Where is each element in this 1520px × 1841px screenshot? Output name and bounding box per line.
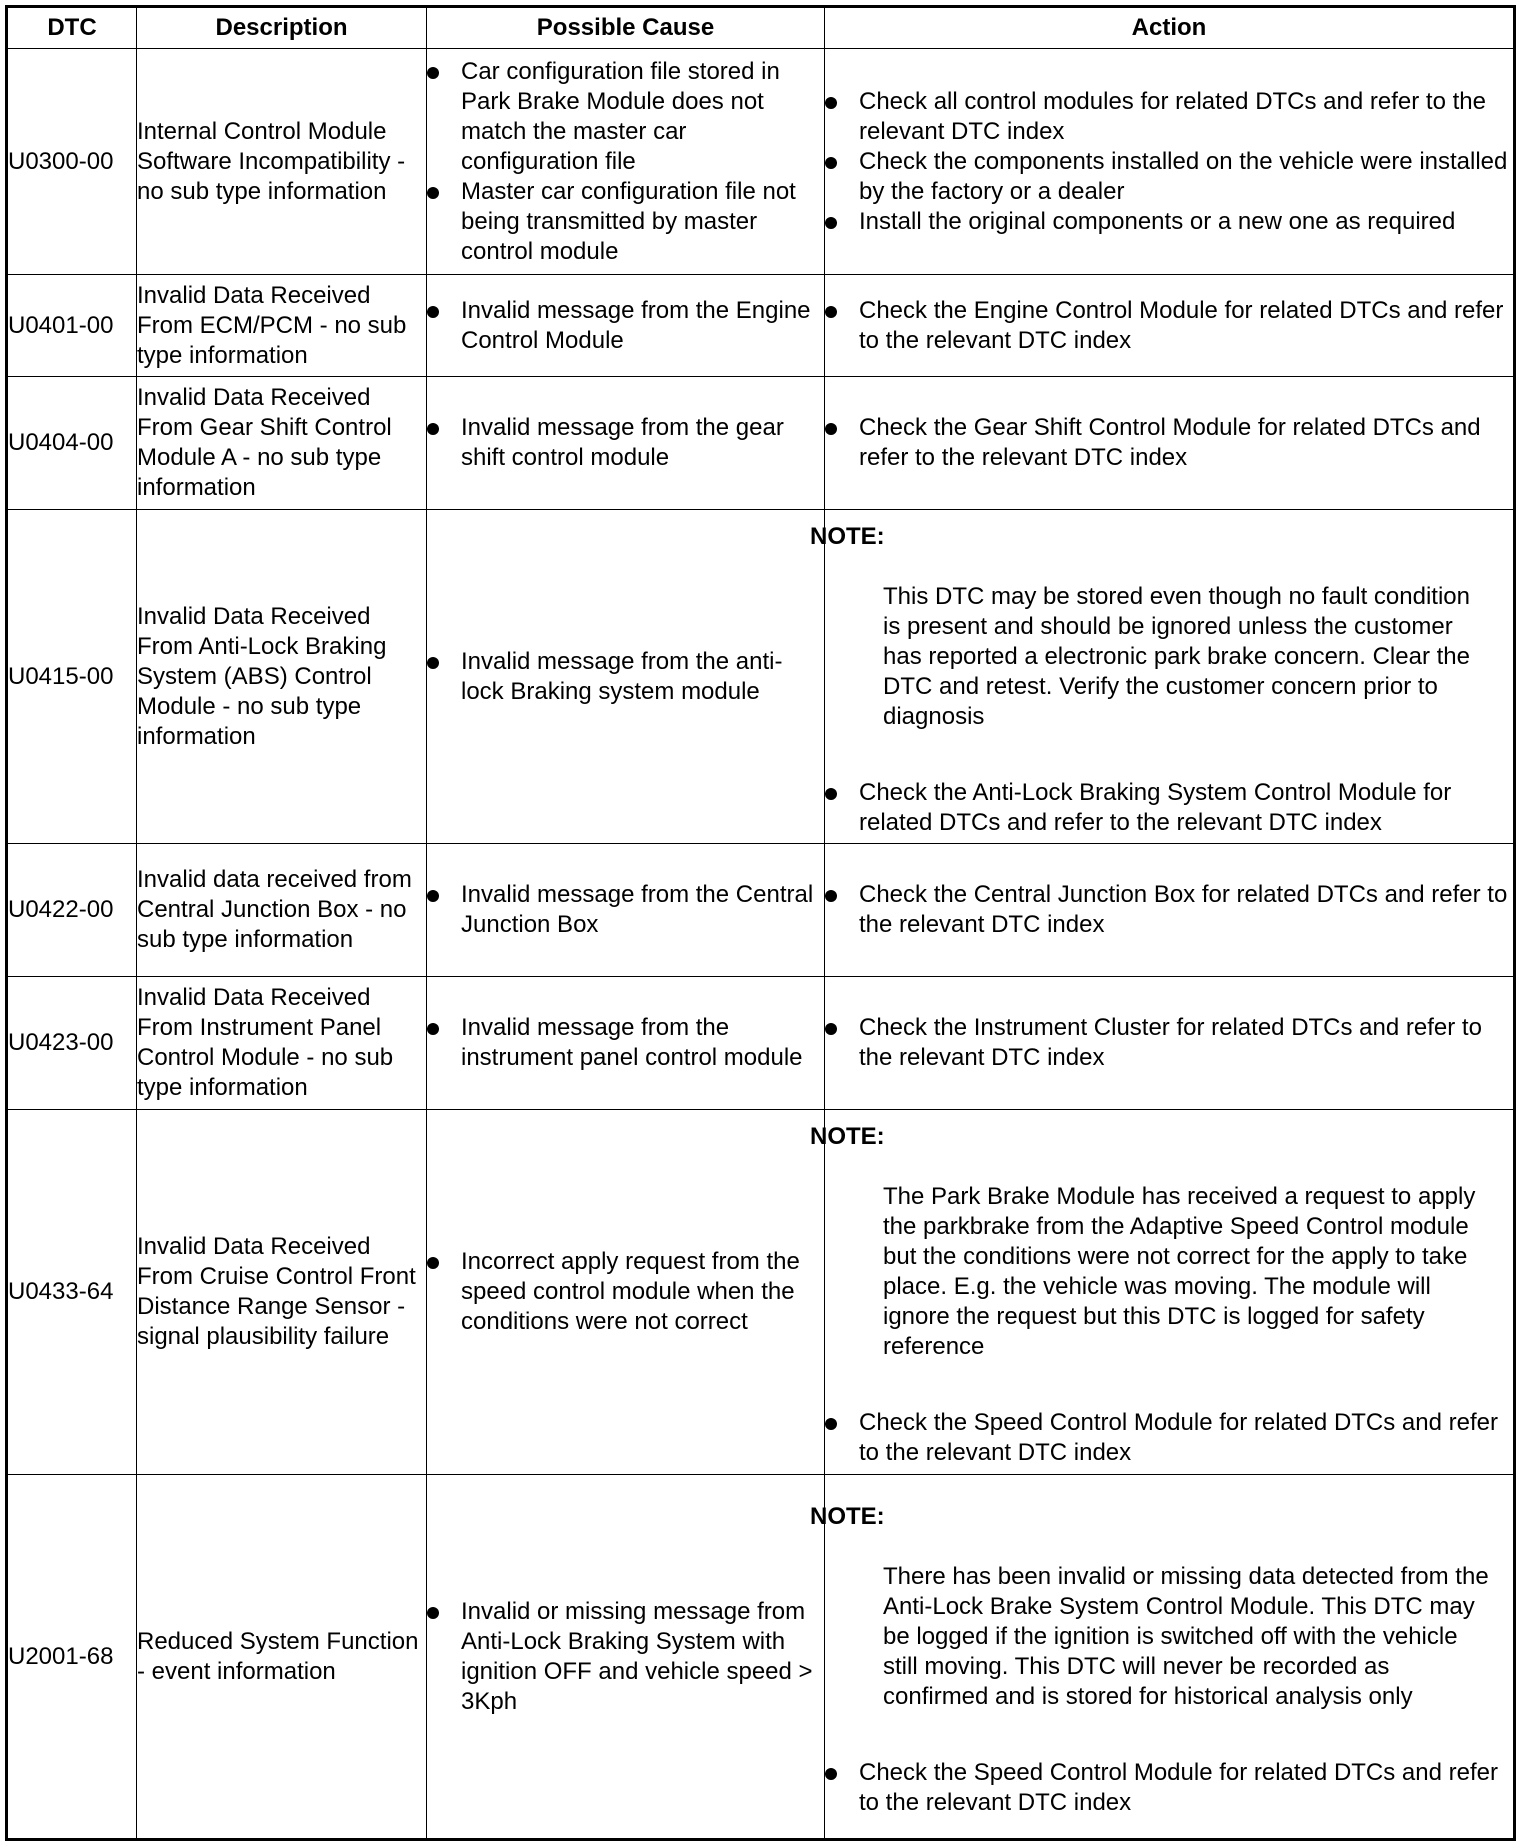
- action: [825, 49, 1515, 275]
- note-text: There has been invalid or missing data detected from the Anti-Lock Brake System Control Module. This DTC may be logged if the ignition is switched off with the vehicle still moving. This DTC will never be recorded as confirmed and is stored for historical analysis only: [883, 1562, 1489, 1710]
- possible-cause: [427, 510, 825, 844]
- possible-cause: [427, 1110, 825, 1475]
- note-label: NOTE:: [810, 1502, 885, 1530]
- note-label: NOTE:: [810, 1123, 885, 1150]
- table-row: [7, 49, 1515, 275]
- possible-cause: [427, 49, 825, 275]
- dtc-description: Invalid Data Received From Instrument Panel Control Module - no sub type information: [137, 977, 427, 1110]
- action-item: Check the Anti-Lock Braking System Control Module for related DTCs and refer to the relevant DTC index: [825, 778, 1513, 838]
- action: [825, 844, 1515, 977]
- dtc-code: U0415-00: [7, 510, 137, 844]
- dtc-code: U0404-00: [7, 377, 137, 510]
- cause-item: Invalid message from the gear shift control module: [427, 413, 824, 473]
- note-text: The Park Brake Module has received a request to apply the parkbrake from the Adaptive Speed Control module but the conditions were not correct for the apply to take place. E.g. the vehicle was moving. The module will ignore the request but this DTC is logged for safety reference: [883, 1183, 1476, 1360]
- dtc-description: Reduced System Function - event information: [137, 1475, 427, 1840]
- cause-item: Invalid message from the Engine Control Module: [427, 296, 824, 356]
- header-dtc: DTC: [7, 7, 137, 49]
- action-item: Check the Instrument Cluster for related DTCs and refer to the relevant DTC index: [825, 1013, 1513, 1073]
- dtc-code: U0433-64: [7, 1110, 137, 1475]
- table-row: [7, 510, 1515, 844]
- action: [810, 1110, 1515, 1475]
- table-row: [7, 1475, 1515, 1840]
- dtc-description: Invalid Data Received From ECM/PCM - no sub type information: [137, 275, 427, 377]
- action-item: Check the Engine Control Module for related DTCs and refer to the relevant DTC index: [825, 296, 1513, 356]
- table-row: [7, 377, 1515, 510]
- dtc-code: U2001-68: [7, 1475, 137, 1840]
- dtc-description: Invalid Data Received From Anti-Lock Braking System (ABS) Control Module - no sub type information: [137, 510, 427, 844]
- possible-cause: [427, 844, 825, 977]
- header-action: Action: [825, 7, 1515, 49]
- action: [810, 510, 1515, 844]
- table-row: [7, 275, 1515, 377]
- dtc-code: U0422-00: [7, 844, 137, 977]
- action: [825, 377, 1515, 510]
- table-row: [7, 844, 1515, 977]
- cause-item: Incorrect apply request from the speed control module when the conditions were not correct: [427, 1247, 824, 1337]
- action: [825, 977, 1515, 1110]
- dtc-description: Invalid data received from Central Junction Box - no sub type information: [137, 844, 427, 977]
- action-item: Check all control modules for related DTCs and refer to the relevant DTC index: [825, 87, 1513, 147]
- action-item: Check the Speed Control Module for related DTCs and refer to the relevant DTC index: [825, 1408, 1513, 1468]
- cause-item: Invalid or missing message from Anti-Lock Braking System with ignition OFF and vehicle speed > 3Kph: [427, 1597, 824, 1717]
- dtc-description: Invalid Data Received From Gear Shift Control Module A - no sub type information: [137, 377, 427, 510]
- table-row: [7, 1110, 1515, 1475]
- action-item: Check the Gear Shift Control Module for related DTCs and refer to the relevant DTC index: [825, 413, 1513, 473]
- action-item: Check the components installed on the vehicle were installed by the factory or a dealer: [825, 147, 1513, 207]
- action: [810, 1475, 1515, 1840]
- note-label: NOTE:: [810, 522, 885, 550]
- possible-cause: [427, 1475, 825, 1840]
- action-item: Check the Speed Control Module for related DTCs and refer to the relevant DTC index: [825, 1758, 1513, 1818]
- table-row: [7, 977, 1515, 1110]
- cause-item: Master car configuration file not being transmitted by master control module: [427, 177, 824, 267]
- dtc-table: [5, 5, 1516, 1841]
- cause-item: Car configuration file stored in Park Brake Module does not match the master car configuration file: [427, 57, 824, 177]
- cause-item: Invalid message from the Central Junction Box: [427, 880, 824, 940]
- header-possible-cause: Possible Cause: [427, 7, 825, 49]
- dtc-code: U0401-00: [7, 275, 137, 377]
- dtc-code: U0300-00: [7, 49, 137, 275]
- possible-cause: [427, 377, 825, 510]
- dtc-description: Internal Control Module Software Incompatibility - no sub type information: [137, 49, 427, 275]
- possible-cause: [427, 977, 825, 1110]
- dtc-description: Invalid Data Received From Cruise Control Front Distance Range Sensor - signal plausibility failure: [137, 1110, 427, 1475]
- note-text: This DTC may be stored even though no fault condition is present and should be ignored unless the customer has reported a electronic park brake concern. Clear the DTC and retest. Verify the customer concern prior to diagnosis: [883, 582, 1470, 730]
- cause-item: Invalid message from the instrument panel control module: [427, 1013, 824, 1073]
- action: [825, 275, 1515, 377]
- action-item: Install the original components or a new one as required: [825, 207, 1513, 237]
- possible-cause: [427, 275, 825, 377]
- header-description: Description: [137, 7, 427, 49]
- header-row: [7, 7, 1515, 49]
- action-item: Check the Central Junction Box for related DTCs and refer to the relevant DTC index: [825, 880, 1513, 940]
- cause-item: Invalid message from the anti-lock Braking system module: [427, 647, 824, 707]
- dtc-code: U0423-00: [7, 977, 137, 1110]
